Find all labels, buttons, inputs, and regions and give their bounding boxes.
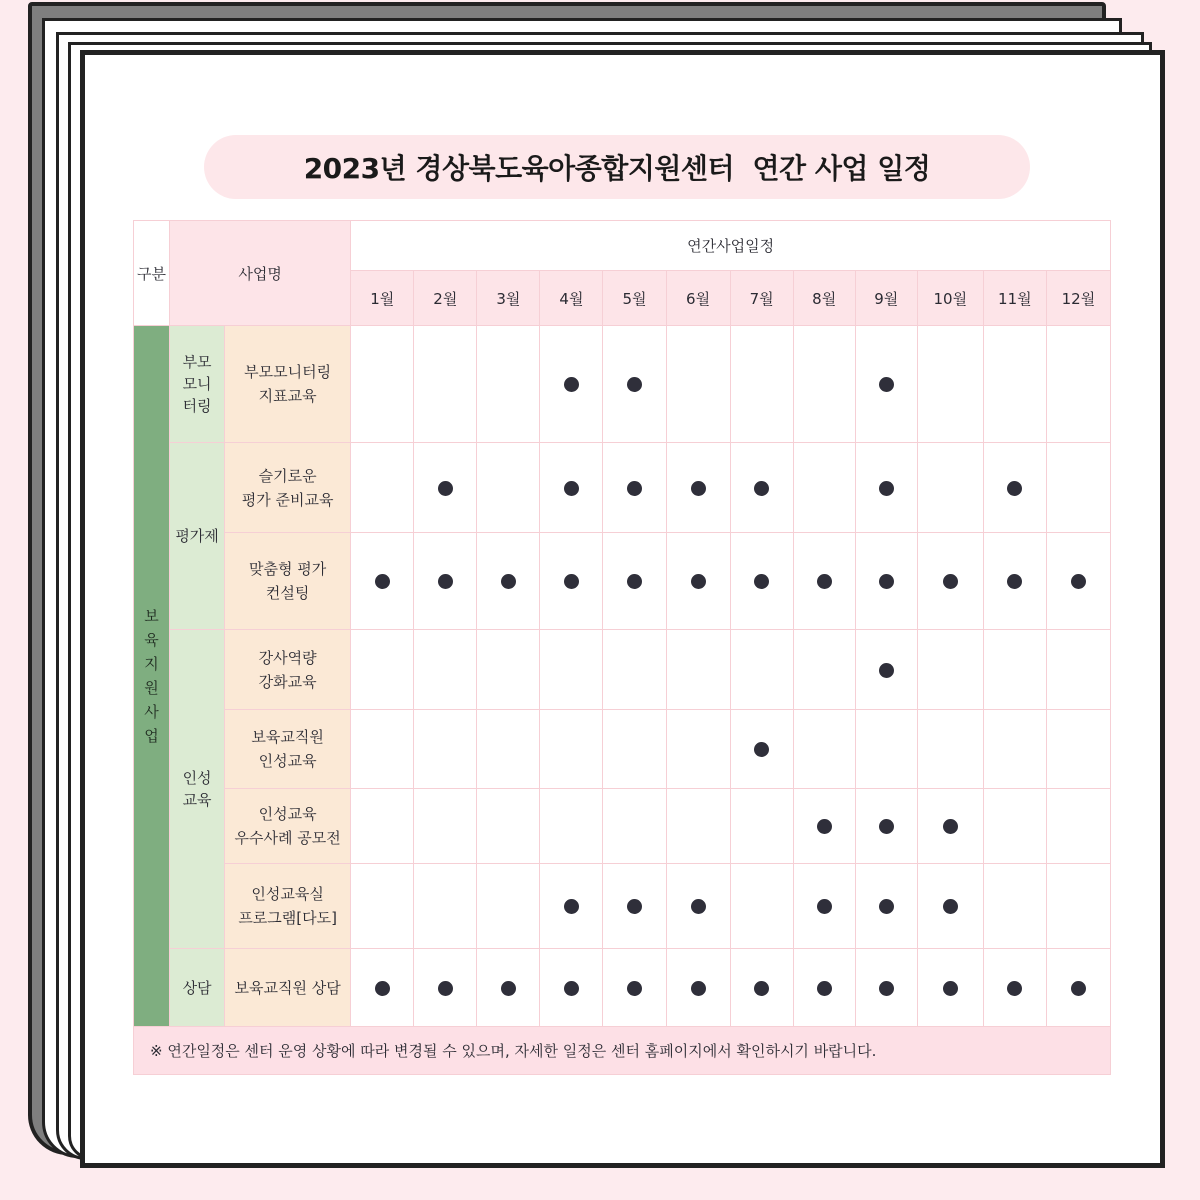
scheduled-dot-icon (564, 574, 579, 589)
schedule-cell (540, 949, 603, 1027)
schedule-cell (477, 630, 540, 710)
group-label: 상담 (170, 949, 225, 1027)
title-banner (204, 135, 1030, 199)
scheduled-dot-icon (879, 819, 894, 834)
header-month: 10월 (917, 271, 983, 326)
scheduled-dot-icon (564, 899, 579, 914)
header-month: 9월 (855, 271, 917, 326)
schedule-cell (983, 533, 1046, 630)
scheduled-dot-icon (879, 981, 894, 996)
schedule-cell (1046, 864, 1110, 949)
header-schedule: 연간사업일정 (351, 221, 1111, 271)
header-month: 4월 (540, 271, 603, 326)
schedule-cell (917, 864, 983, 949)
scheduled-dot-icon (879, 899, 894, 914)
scheduled-dot-icon (627, 899, 642, 914)
schedule-cell (603, 789, 666, 864)
table-row (134, 443, 1111, 533)
header-month: 11월 (983, 271, 1046, 326)
schedule-cell (917, 949, 983, 1027)
schedule-cell (983, 710, 1046, 789)
schedule-cell (793, 949, 855, 1027)
schedule-cell (730, 710, 793, 789)
schedule-cell (1046, 443, 1110, 533)
table-row (134, 789, 1111, 864)
scheduled-dot-icon (691, 574, 706, 589)
header-month: 7월 (730, 271, 793, 326)
header-month: 2월 (414, 271, 477, 326)
schedule-cell (730, 789, 793, 864)
schedule-cell (414, 949, 477, 1027)
schedule-cell (477, 326, 540, 443)
schedule-cell (1046, 949, 1110, 1027)
category-label: 보육지원사업 (144, 607, 159, 745)
scheduled-dot-icon (754, 574, 769, 589)
scheduled-dot-icon (375, 574, 390, 589)
schedule-cell (793, 326, 855, 443)
scheduled-dot-icon (627, 377, 642, 392)
program-name: 부모모니터링 지표교육 (225, 326, 351, 443)
header-program: 사업명 (170, 221, 351, 326)
schedule-cell (855, 533, 917, 630)
schedule-cell (666, 443, 730, 533)
schedule-cell (540, 789, 603, 864)
schedule-cell (730, 326, 793, 443)
schedule-cell (730, 630, 793, 710)
schedule-cell (1046, 630, 1110, 710)
schedule-cell (983, 864, 1046, 949)
schedule-cell (603, 533, 666, 630)
schedule-cell (477, 710, 540, 789)
header-month: 8월 (793, 271, 855, 326)
table-row (134, 949, 1111, 1027)
schedule-cell (855, 949, 917, 1027)
schedule-cell (351, 630, 414, 710)
scheduled-dot-icon (627, 481, 642, 496)
schedule-cell (477, 789, 540, 864)
schedule-cell (983, 630, 1046, 710)
header-category: 구분 (134, 221, 170, 326)
scheduled-dot-icon (879, 574, 894, 589)
schedule-cell (666, 864, 730, 949)
schedule-cell (855, 443, 917, 533)
schedule-cell (983, 443, 1046, 533)
group-label: 인성 교육 (170, 630, 225, 949)
schedule-cell (855, 326, 917, 443)
schedule-cell (351, 326, 414, 443)
scheduled-dot-icon (817, 574, 832, 589)
schedule-cell (983, 326, 1046, 443)
schedule-cell (855, 710, 917, 789)
scheduled-dot-icon (501, 574, 516, 589)
schedule-note: ※ 연간일정은 센터 운영 상황에 따라 변경될 수 있으며, 자세한 일정은 센터 홈페이지에서 확인하시기 바랍니다. (134, 1027, 1111, 1075)
schedule-cell (351, 533, 414, 630)
schedule-cell (540, 710, 603, 789)
schedule-cell (983, 949, 1046, 1027)
scheduled-dot-icon (564, 481, 579, 496)
schedule-cell (793, 710, 855, 789)
header-month: 12월 (1046, 271, 1110, 326)
schedule-cell (414, 326, 477, 443)
group-label: 평가제 (170, 443, 225, 630)
schedule-cell (477, 533, 540, 630)
schedule-cell (603, 864, 666, 949)
program-name: 인성교육실 프로그램[다도] (225, 864, 351, 949)
schedule-cell (917, 443, 983, 533)
schedule-cell (730, 949, 793, 1027)
program-name: 보육교직원 인성교육 (225, 710, 351, 789)
schedule-cell (917, 326, 983, 443)
header-month: 6월 (666, 271, 730, 326)
header-month: 5월 (603, 271, 666, 326)
schedule-cell (540, 533, 603, 630)
schedule-cell (351, 949, 414, 1027)
scheduled-dot-icon (754, 481, 769, 496)
schedule-table (133, 220, 1111, 1075)
scheduled-dot-icon (943, 819, 958, 834)
scheduled-dot-icon (1071, 574, 1086, 589)
scheduled-dot-icon (1007, 981, 1022, 996)
scheduled-dot-icon (564, 377, 579, 392)
scheduled-dot-icon (438, 481, 453, 496)
scheduled-dot-icon (754, 742, 769, 757)
schedule-cell (666, 949, 730, 1027)
scheduled-dot-icon (879, 663, 894, 678)
table-row (134, 864, 1111, 949)
schedule-cell (540, 326, 603, 443)
schedule-cell (793, 864, 855, 949)
scheduled-dot-icon (691, 481, 706, 496)
schedule-cell (477, 864, 540, 949)
scheduled-dot-icon (879, 481, 894, 496)
schedule-cell (414, 630, 477, 710)
schedule-cell (666, 630, 730, 710)
scheduled-dot-icon (817, 819, 832, 834)
scheduled-dot-icon (1007, 481, 1022, 496)
schedule-cell (855, 789, 917, 864)
schedule-cell (730, 864, 793, 949)
scheduled-dot-icon (817, 981, 832, 996)
table-row (134, 326, 1111, 443)
table-row (134, 630, 1111, 710)
header-month: 3월 (477, 271, 540, 326)
header-month: 1월 (351, 271, 414, 326)
table-row (134, 533, 1111, 630)
scheduled-dot-icon (943, 981, 958, 996)
schedule-cell (793, 630, 855, 710)
schedule-cell (414, 789, 477, 864)
scheduled-dot-icon (627, 574, 642, 589)
schedule-cell (477, 949, 540, 1027)
program-name: 보육교직원 상담 (225, 949, 351, 1027)
schedule-cell (1046, 789, 1110, 864)
schedule-cell (855, 630, 917, 710)
schedule-cell (351, 864, 414, 949)
scheduled-dot-icon (691, 981, 706, 996)
scheduled-dot-icon (943, 574, 958, 589)
scheduled-dot-icon (691, 899, 706, 914)
schedule-cell (730, 533, 793, 630)
schedule-cell (917, 710, 983, 789)
schedule-cell (1046, 533, 1110, 630)
schedule-cell (603, 443, 666, 533)
scheduled-dot-icon (438, 981, 453, 996)
schedule-cell (983, 789, 1046, 864)
schedule-cell (666, 789, 730, 864)
schedule-cell (666, 326, 730, 443)
scheduled-dot-icon (438, 574, 453, 589)
scheduled-dot-icon (1071, 981, 1086, 996)
schedule-cell (603, 949, 666, 1027)
scheduled-dot-icon (501, 981, 516, 996)
scheduled-dot-icon (564, 981, 579, 996)
schedule-cell (477, 443, 540, 533)
schedule-cell (730, 443, 793, 533)
scheduled-dot-icon (1007, 574, 1022, 589)
category-cell (134, 326, 170, 1027)
schedule-cell (351, 443, 414, 533)
schedule-cell (351, 789, 414, 864)
table-row (134, 710, 1111, 789)
schedule-cell (414, 533, 477, 630)
schedule-cell (793, 533, 855, 630)
schedule-cell (603, 710, 666, 789)
group-label: 부모 모니 터링 (170, 326, 225, 443)
program-name: 슬기로운 평가 준비교육 (225, 443, 351, 533)
scheduled-dot-icon (754, 981, 769, 996)
schedule-cell (540, 443, 603, 533)
scheduled-dot-icon (943, 899, 958, 914)
schedule-cell (1046, 326, 1110, 443)
scheduled-dot-icon (817, 899, 832, 914)
program-name: 맞춤형 평가 컨설팅 (225, 533, 351, 630)
scheduled-dot-icon (879, 377, 894, 392)
page-title: 2023년 경상북도육아종합지원센터 연간 사업 일정 (303, 152, 931, 185)
scheduled-dot-icon (375, 981, 390, 996)
schedule-cell (855, 864, 917, 949)
schedule-cell (414, 443, 477, 533)
schedule-cell (666, 533, 730, 630)
schedule-cell (1046, 710, 1110, 789)
schedule-cell (351, 710, 414, 789)
program-name: 인성교육 우수사례 공모전 (225, 789, 351, 864)
schedule-cell (414, 864, 477, 949)
schedule-cell (793, 443, 855, 533)
program-name: 강사역량 강화교육 (225, 630, 351, 710)
schedule-cell (793, 789, 855, 864)
schedule-cell (540, 630, 603, 710)
schedule-cell (603, 630, 666, 710)
schedule-cell (540, 864, 603, 949)
schedule-cell (414, 710, 477, 789)
schedule-cell (603, 326, 666, 443)
schedule-cell (666, 710, 730, 789)
schedule-cell (917, 533, 983, 630)
schedule-cell (917, 630, 983, 710)
schedule-cell (917, 789, 983, 864)
scheduled-dot-icon (627, 981, 642, 996)
